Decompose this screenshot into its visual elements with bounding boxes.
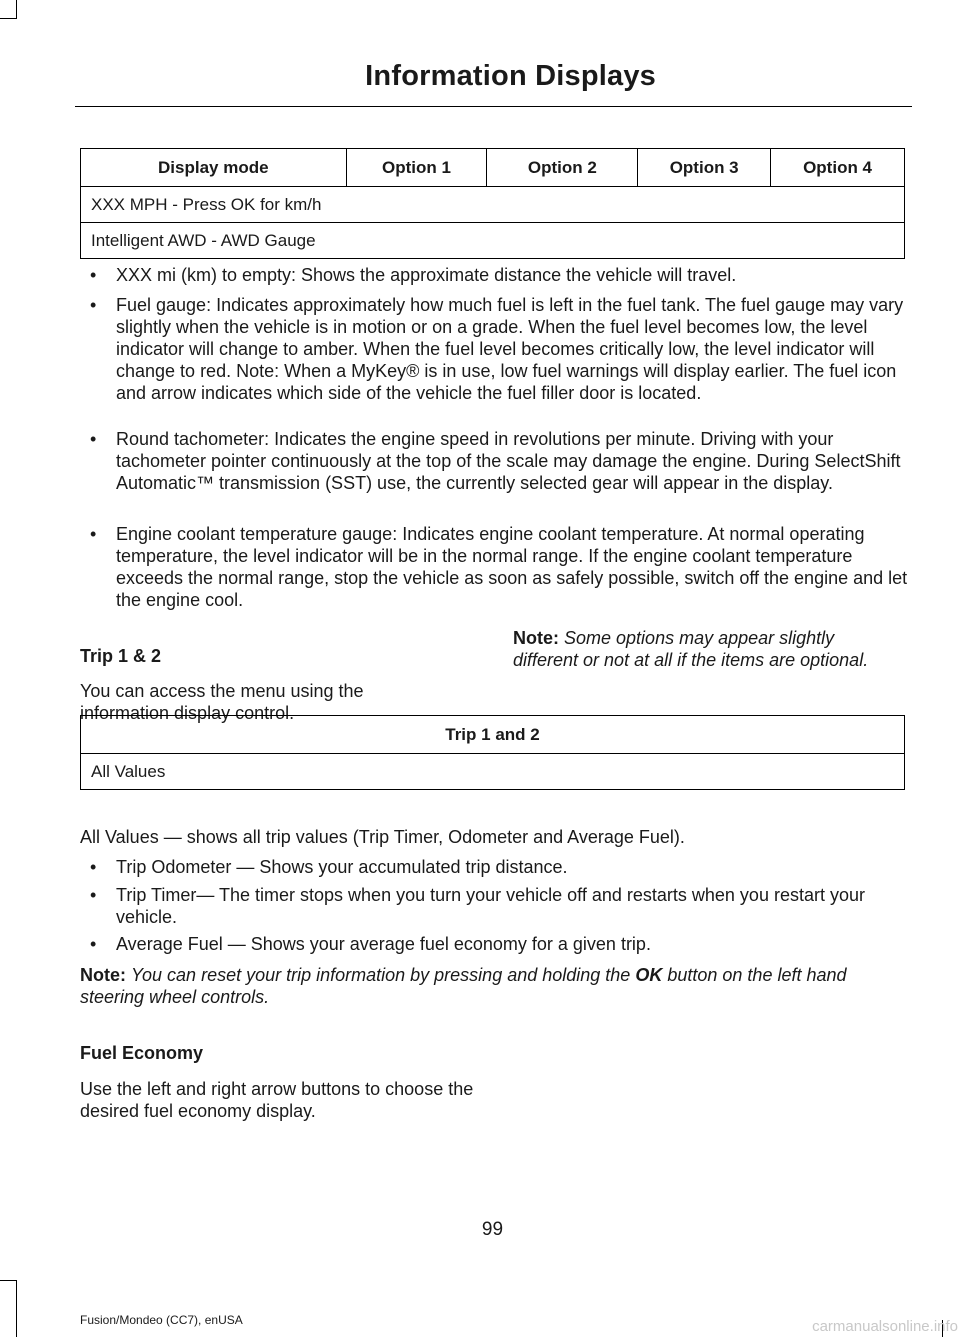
list-item-text: Engine coolant temperature gauge: Indicates engine coolant temperature. At normal operating temperature, the level indicator will be in the normal range. If the engine coolant temperature exceeds the normal range, stop the vehicle as soon as safely possible, switch off the engine and let the engine cool. — [116, 524, 908, 610]
column-header: Option 2 — [487, 149, 638, 187]
watermark: carmanualsonline.info — [812, 1318, 958, 1335]
list-item-text: Round tachometer: Indicates the engine speed in revolutions per minute. Driving with your tachometer pointer continuously at the top of the scale may damage the engine. During SelectShift Automatic™ transmission (SST) use, the currently selected gear will appear in the display. — [116, 429, 901, 493]
table-cell: All Values — [81, 754, 905, 790]
list-item — [90, 428, 910, 494]
list-item-text: Trip Timer— The timer stops when you turn your vehicle off and restarts when you restart your vehicle. — [116, 885, 865, 927]
table-header-row — [81, 149, 905, 187]
note-text: You can reset your trip information by pressing and holding the — [131, 965, 631, 985]
footer-text: Fusion/Mondeo (CC7), enUSA — [80, 1313, 243, 1327]
list-item-text: Average Fuel — Shows your average fuel economy for a given trip. — [116, 934, 651, 954]
list-item — [90, 933, 910, 955]
bullet: • — [90, 885, 97, 905]
reset-note — [80, 964, 910, 1008]
table-cell: XXX MPH - Press OK for km/h — [81, 187, 905, 223]
crop-mark — [0, 1280, 17, 1281]
page-title: Information Displays — [365, 60, 656, 92]
crop-mark — [16, 0, 17, 18]
column-header: Option 1 — [346, 149, 487, 187]
trip-table — [80, 715, 905, 790]
header-divider — [75, 106, 912, 107]
crop-mark — [0, 18, 17, 19]
bullet: • — [90, 934, 97, 954]
all-values-text: All Values — shows all trip values (Trip Timer, Odometer and Average Fuel). — [80, 827, 685, 847]
note-label: Note: — [80, 965, 126, 985]
column-header: Option 3 — [638, 149, 771, 187]
table-row — [81, 754, 905, 790]
section-heading-trip: Trip 1 & 2 — [80, 646, 162, 666]
trip-intro-body: You can access the menu using the information display control. — [80, 681, 364, 723]
list-item — [90, 523, 910, 611]
column-header: Option 4 — [771, 149, 905, 187]
table-header-row — [81, 716, 905, 754]
bullet: • — [90, 265, 97, 285]
display-mode-table — [80, 148, 905, 259]
ok-button-ref: OK — [635, 965, 663, 985]
list-item-text: Fuel gauge: Indicates approximately how much fuel is left in the fuel tank. The fuel gauge may vary slightly when the vehicle is in motion or on a grade. When the fuel level becomes low, the level indicator will change to amber. When the fuel level becomes critically low, the level indicator will change to red. Note: When a MyKey® is in use, low fuel warnings will display earlier. The fuel icon and arrow indicates which side of the vehicle the fuel filler door is located. — [116, 295, 904, 403]
note-label: Note: — [513, 628, 559, 648]
crop-mark — [16, 1280, 17, 1337]
column-header: Display mode — [81, 149, 347, 187]
list-item — [90, 264, 910, 286]
note-text: Some options may appear slightly different or not at all if the items are optional. — [513, 628, 869, 670]
bullet: • — [90, 295, 97, 315]
note-text: button on the left hand steering wheel controls. — [80, 965, 847, 1007]
bullet: • — [90, 857, 97, 877]
list-item-text: XXX mi (km) to empty: Shows the approximate distance the vehicle will travel. — [116, 265, 737, 285]
table-row — [81, 187, 905, 223]
bullet: • — [90, 524, 97, 544]
list-item — [90, 856, 910, 878]
section-heading-fuel-economy: Fuel Economy — [80, 1043, 204, 1063]
list-item-text: Trip Odometer — Shows your accumulated trip distance. — [116, 857, 568, 877]
list-item — [90, 884, 910, 928]
trip-note — [513, 627, 903, 671]
list-item — [90, 294, 910, 404]
column-header: Trip 1 and 2 — [81, 716, 905, 754]
fuel-economy-text: Use the left and right arrow buttons to choose the desired fuel economy display. — [80, 1079, 474, 1121]
bullet: • — [90, 429, 97, 449]
page-number: 99 — [481, 1219, 504, 1240]
table-cell: Intelligent AWD - AWD Gauge — [81, 223, 905, 259]
table-row — [81, 223, 905, 259]
